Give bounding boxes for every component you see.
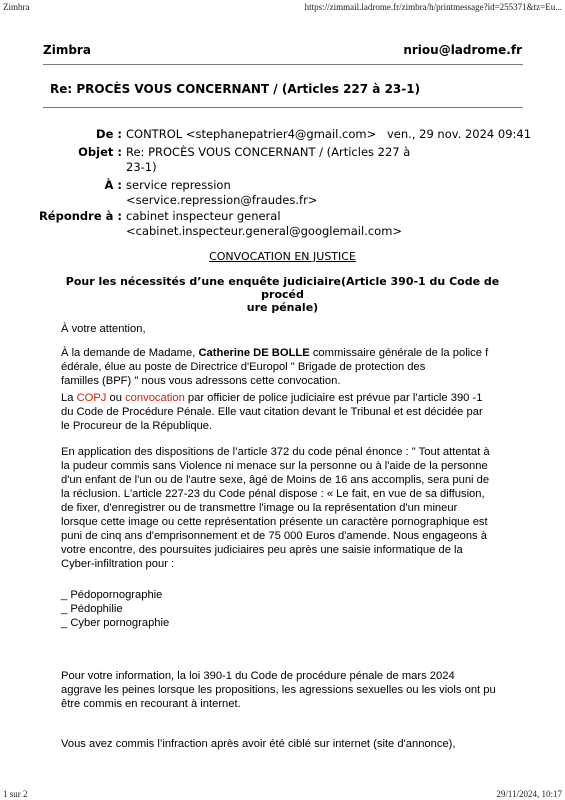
app-name: Zimbra <box>43 43 91 57</box>
p2-text-b: ou <box>106 392 126 404</box>
header-divider <box>43 64 523 65</box>
copj-highlight: COPJ <box>76 392 107 404</box>
p3-line: la réclusion. L'article 227-23 du Code pénal dispose : « Le fait, en vue de sa diffusion, <box>61 488 485 500</box>
list-item: _ Cyber pornographie <box>61 617 170 629</box>
purpose-line-1: Pour les nécessités d’une enquête judiciaire(Article 390-1 du Code de procéd <box>65 275 500 301</box>
purpose-heading <box>50 275 515 314</box>
to-email: <service.repression@fraudes.fr> <box>126 193 318 207</box>
paragraph-copj <box>61 391 513 433</box>
p3-line: d'un enfant de l'un ou de l'autre sexe, âgé de Moins de 16 ans accomplis, sera puni de <box>61 474 490 486</box>
p3-line: de fixer, d'enregistrer ou de transmettre l'image ou la représentation d'un mineur <box>61 502 458 514</box>
p4-line: aggrave les peines lorsque les propositions, les agressions sexuelles ou les viols ont pu <box>61 684 496 696</box>
subject-value-line2: 23-1) <box>126 160 157 174</box>
p2-text-c: par officier de police judiciaire est prévue par l’article 390 -1 <box>184 392 483 404</box>
p4-line: Pour votre information, la loi 390-1 du Code de procédure pénale de mars 2024 <box>61 670 455 682</box>
subject-divider <box>43 107 523 108</box>
p1-text-b: commissaire générale de la police f <box>309 347 489 359</box>
p3-line: la pudeur commis sans Violence ni menace sur la personne ou à l'aide de la personne <box>61 460 488 472</box>
print-datetime: 29/11/2024, 10:17 <box>496 789 562 799</box>
subject-value-line1: Re: PROCÈS VOUS CONCERNANT / (Articles 227 à <box>126 145 411 159</box>
p3-line: votre encontre, des poursuites judiciaires peu après une saisie informatique de la <box>61 544 463 556</box>
p1-line-2: édérale, élue au poste de Directrice d'Europol " Brigade de protection des <box>61 361 426 373</box>
p3-line: En application des dispositions de l’article 372 du code pénal énonce : " Tout attentat à <box>61 446 490 458</box>
offense-list <box>61 588 513 630</box>
p3-line: lorsque cette image ou cette représentation présente un caractère pornographique est <box>61 516 488 528</box>
p1-line-3: familles (BPF) " nous vous adressons cette convocation. <box>61 375 341 387</box>
paragraph-articles <box>61 445 513 571</box>
p2-line-3: le Procureur de la République. <box>61 420 213 432</box>
page-number: 1 sur 2 <box>3 789 28 799</box>
p2-line-2: du Code de Procédure Pénale. Elle vaut citation devant le Tribunal et est décidée par <box>61 406 483 418</box>
list-item: _ Pédophilie <box>61 603 123 615</box>
paragraph-infraction: Vous avez commis l’infraction après avoir été ciblé sur internet (site d'annonce), <box>61 738 456 750</box>
print-header-url: https://zimmail.ladrome.fr/zimbra/h/printmessage?id=255371&tz=Eu... <box>304 2 562 12</box>
subject-label: Objet : <box>78 145 122 159</box>
p3-line: puni de cinq ans d'emprisonnement et de 75 000 Euros d'amende. Nous engageons à <box>61 530 487 542</box>
commissioner-name: Catherine DE BOLLE <box>198 347 310 359</box>
paragraph-law <box>61 669 513 711</box>
reply-to-email: <cabinet.inspecteur.general@googlemail.com> <box>126 224 403 238</box>
p4-line: être commis en recourant à internet. <box>61 698 241 710</box>
to-name: service repression <box>126 178 231 192</box>
message-subject: Re: PROCÈS VOUS CONCERNANT / (Articles 227 à 23-1) <box>50 82 421 96</box>
paragraph-request <box>61 346 513 388</box>
user-email: nriou@ladrome.fr <box>403 43 522 57</box>
from-label: De : <box>96 127 122 141</box>
reply-to-name: cabinet inspecteur general <box>126 209 281 223</box>
list-item: _ Pédopornographie <box>61 589 163 601</box>
print-header-title: Zimbra <box>3 2 30 12</box>
from-value: CONTROL <stephanepatrier4@gmail.com> <box>126 127 377 141</box>
purpose-line-2: ure pénale) <box>246 301 319 314</box>
p3-line: Cyber-infiltration pour : <box>61 558 175 570</box>
greeting: À votre attention, <box>61 323 146 335</box>
p2-text-a: La <box>61 392 77 404</box>
convocation-heading: CONVOCATION EN JUSTICE <box>209 250 356 263</box>
message-date: ven., 29 nov. 2024 09:41 <box>387 127 532 141</box>
to-label: À : <box>104 178 122 192</box>
p1-text-a: À la demande de Madame, <box>61 347 199 359</box>
convocation-highlight: convocation <box>125 392 185 404</box>
reply-to-label: Répondre à : <box>38 209 122 223</box>
